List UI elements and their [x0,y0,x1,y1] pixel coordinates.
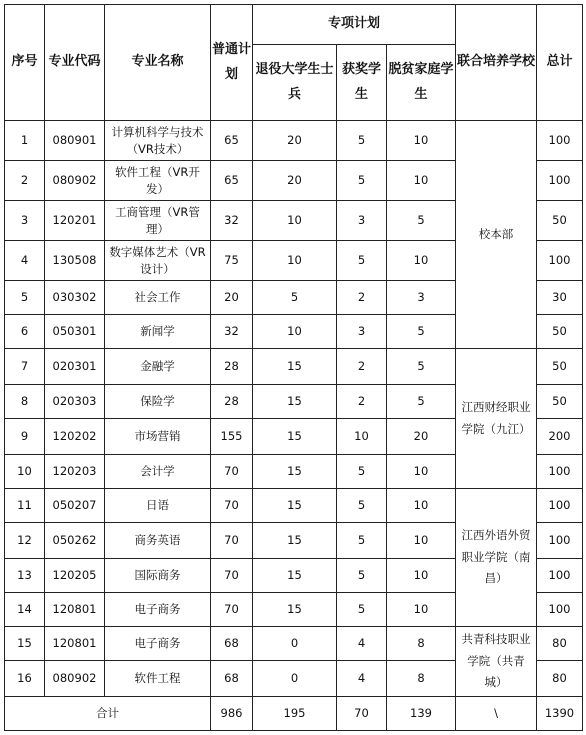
cell-seq: 15 [5,627,45,661]
cell-seq: 2 [5,161,45,201]
table-row [5,121,583,161]
cell-code: 050262 [45,523,105,559]
cell-poverty: 5 [387,201,456,241]
cell-award: 3 [337,201,387,241]
cell-award: 5 [337,593,387,627]
cell-general: 65 [211,121,253,161]
cell-award: 5 [337,121,387,161]
cell-poverty: 8 [387,627,456,661]
cell-code: 120205 [45,559,105,593]
cell-name: 电子商务 [105,593,211,627]
cell-poverty: 10 [387,121,456,161]
cell-poverty: 10 [387,241,456,281]
cell-veteran: 15 [253,419,337,455]
cell-name: 会计学 [105,455,211,489]
totals-row [5,697,583,731]
cell-name: 数字媒体艺术（VR设计） [105,241,211,281]
cell-school: 江西财经职业学院（九江） [456,349,537,489]
cell-seq: 8 [5,385,45,419]
cell-award: 5 [337,455,387,489]
cell-total: 100 [537,241,583,281]
cell-total: 100 [537,559,583,593]
cell-poverty: 10 [387,593,456,627]
header-poverty: 脱贫家庭学生 [387,45,456,121]
cell-code: 130508 [45,241,105,281]
table-row [5,349,583,385]
cell-seq: 10 [5,455,45,489]
cell-poverty: 3 [387,281,456,315]
cell-award: 10 [337,419,387,455]
table-row [5,489,583,523]
cell-name: 市场营销 [105,419,211,455]
cell-code: 080901 [45,121,105,161]
cell-award: 2 [337,385,387,419]
cell-poverty: 10 [387,559,456,593]
cell-veteran: 10 [253,201,337,241]
cell-general: 75 [211,241,253,281]
cell-name: 保险学 [105,385,211,419]
cell-total: 50 [537,385,583,419]
cell-award: 5 [337,489,387,523]
cell-seq: 12 [5,523,45,559]
cell-name: 社会工作 [105,281,211,315]
cell-name: 电子商务 [105,627,211,661]
cell-total: 50 [537,349,583,385]
header-seq: 序号 [5,5,45,121]
cell-code: 080902 [45,161,105,201]
header-total: 总计 [537,5,583,121]
cell-code: 120801 [45,593,105,627]
cell-code: 080902 [45,661,105,697]
totals-school: \ [456,697,537,731]
enrollment-plan-table-wrapper [4,4,583,731]
cell-award: 4 [337,627,387,661]
cell-general: 155 [211,419,253,455]
cell-seq: 7 [5,349,45,385]
cell-total: 80 [537,661,583,697]
cell-general: 70 [211,523,253,559]
cell-veteran: 15 [253,385,337,419]
header-school: 联合培养学校 [456,5,537,121]
cell-general: 32 [211,315,253,349]
cell-veteran: 15 [253,559,337,593]
cell-veteran: 0 [253,627,337,661]
cell-code: 120201 [45,201,105,241]
cell-general: 70 [211,489,253,523]
cell-award: 5 [337,161,387,201]
cell-name: 工商管理（VR管理） [105,201,211,241]
cell-total: 100 [537,523,583,559]
cell-award: 5 [337,523,387,559]
cell-seq: 5 [5,281,45,315]
cell-total: 100 [537,121,583,161]
header-name: 专业名称 [105,5,211,121]
cell-award: 5 [337,241,387,281]
cell-poverty: 5 [387,385,456,419]
cell-general: 70 [211,593,253,627]
cell-total: 50 [537,201,583,241]
cell-veteran: 15 [253,489,337,523]
totals-veteran: 195 [253,697,337,731]
cell-award: 2 [337,349,387,385]
cell-poverty: 10 [387,489,456,523]
cell-poverty: 10 [387,161,456,201]
cell-veteran: 15 [253,593,337,627]
cell-code: 020303 [45,385,105,419]
cell-poverty: 5 [387,349,456,385]
cell-school: 校本部 [456,121,537,349]
cell-school: 共青科技职业学院（共青城） [456,627,537,697]
cell-name: 商务英语 [105,523,211,559]
cell-general: 70 [211,559,253,593]
header-code: 专业代码 [45,5,105,121]
cell-name: 软件工程 [105,661,211,697]
totals-label: 合计 [5,697,211,731]
enrollment-plan-table [4,4,583,731]
totals-general: 986 [211,697,253,731]
cell-seq: 6 [5,315,45,349]
cell-poverty: 10 [387,455,456,489]
header-row-1 [5,5,583,45]
cell-poverty: 10 [387,523,456,559]
cell-veteran: 15 [253,455,337,489]
cell-total: 200 [537,419,583,455]
cell-school: 江西外语外贸职业学院（南昌） [456,489,537,627]
cell-award: 4 [337,661,387,697]
cell-veteran: 20 [253,161,337,201]
cell-general: 65 [211,161,253,201]
table-body [5,121,583,697]
cell-name: 金融学 [105,349,211,385]
header-veteran: 退役大学生士兵 [253,45,337,121]
cell-general: 28 [211,385,253,419]
cell-general: 28 [211,349,253,385]
cell-total: 80 [537,627,583,661]
cell-veteran: 5 [253,281,337,315]
cell-general: 68 [211,661,253,697]
cell-seq: 4 [5,241,45,281]
cell-seq: 9 [5,419,45,455]
cell-total: 30 [537,281,583,315]
cell-poverty: 20 [387,419,456,455]
cell-code: 120202 [45,419,105,455]
cell-name: 软件工程（VR开发） [105,161,211,201]
header-award: 获奖学生 [337,45,387,121]
cell-general: 32 [211,201,253,241]
cell-seq: 14 [5,593,45,627]
table-row [5,627,583,661]
cell-veteran: 10 [253,241,337,281]
header-special: 专项计划 [253,5,456,45]
cell-name: 日语 [105,489,211,523]
cell-total: 50 [537,315,583,349]
cell-seq: 3 [5,201,45,241]
cell-award: 3 [337,315,387,349]
cell-name: 新闻学 [105,315,211,349]
cell-code: 020301 [45,349,105,385]
cell-code: 120801 [45,627,105,661]
cell-seq: 11 [5,489,45,523]
cell-poverty: 8 [387,661,456,697]
cell-name: 国际商务 [105,559,211,593]
cell-seq: 1 [5,121,45,161]
header-general: 普通计划 [211,5,253,121]
totals-award: 70 [337,697,387,731]
cell-veteran: 0 [253,661,337,697]
cell-code: 030302 [45,281,105,315]
cell-code: 050207 [45,489,105,523]
cell-code: 050301 [45,315,105,349]
cell-total: 100 [537,455,583,489]
cell-poverty: 5 [387,315,456,349]
cell-total: 100 [537,593,583,627]
cell-general: 20 [211,281,253,315]
cell-seq: 13 [5,559,45,593]
cell-award: 2 [337,281,387,315]
cell-veteran: 15 [253,523,337,559]
totals-poverty: 139 [387,697,456,731]
cell-award: 5 [337,559,387,593]
cell-veteran: 10 [253,315,337,349]
cell-name: 计算机科学与技术（VR技术） [105,121,211,161]
cell-veteran: 20 [253,121,337,161]
totals-total: 1390 [537,697,583,731]
cell-veteran: 15 [253,349,337,385]
cell-general: 68 [211,627,253,661]
cell-seq: 16 [5,661,45,697]
cell-total: 100 [537,161,583,201]
cell-general: 70 [211,455,253,489]
cell-total: 100 [537,489,583,523]
cell-code: 120203 [45,455,105,489]
